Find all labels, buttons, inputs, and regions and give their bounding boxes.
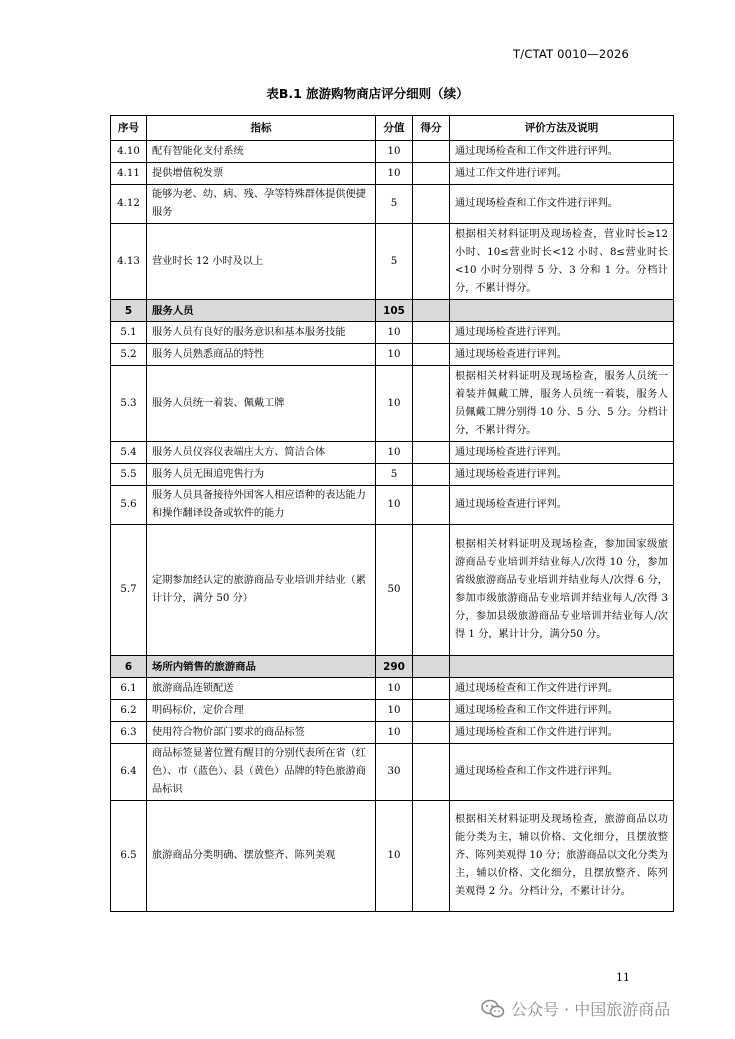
row-got xyxy=(413,486,450,525)
row-indicator: 使用符合物价部门要求的商品标签 xyxy=(147,722,376,744)
row-indicator: 能够为老、幼、病、残、孕等特殊群体提供便捷服务 xyxy=(147,185,376,224)
row-got xyxy=(413,163,450,185)
row-score: 10 xyxy=(376,344,413,366)
row-got xyxy=(413,224,450,300)
row-no: 6.4 xyxy=(111,744,147,801)
table-row xyxy=(111,801,674,912)
table-row xyxy=(111,678,674,700)
row-no: 6 xyxy=(111,656,147,678)
row-score: 5 xyxy=(376,185,413,224)
row-method: 通过现场检查和工作文件进行评判。 xyxy=(450,744,674,801)
row-got xyxy=(413,678,450,700)
row-got xyxy=(413,442,450,464)
row-got xyxy=(413,656,450,678)
table-row xyxy=(111,700,674,722)
table-row xyxy=(111,366,674,442)
row-indicator: 定期参加经认定的旅游商品专业培训并结业（累计计分，满分 50 分） xyxy=(147,525,376,656)
row-score: 10 xyxy=(376,366,413,442)
section-row xyxy=(111,656,674,678)
wechat-icon xyxy=(481,999,505,1019)
row-score: 10 xyxy=(376,722,413,744)
row-method: 根据相关材料证明及现场检查，旅游商品以功能分类为主，辅以价格、文化细分，且摆放整齐、陈列美观得 10 分；旅游商品以文化分类为主，辅以价格、文化细分，且摆放整齐、陈列美观得 2 分。分档计分，不累计计分。 xyxy=(450,801,674,912)
table-row xyxy=(111,744,674,801)
header-got: 得分 xyxy=(413,116,450,141)
row-indicator: 旅游商品连锁配送 xyxy=(147,678,376,700)
row-no: 6.2 xyxy=(111,700,147,722)
row-got xyxy=(413,801,450,912)
row-score: 5 xyxy=(376,464,413,486)
row-indicator: 配有智能化支付系统 xyxy=(147,141,376,163)
section-row xyxy=(111,300,674,322)
table-row xyxy=(111,442,674,464)
row-score: 290 xyxy=(376,656,413,678)
header-score: 分值 xyxy=(376,116,413,141)
row-got xyxy=(413,141,450,163)
row-score: 10 xyxy=(376,442,413,464)
row-method xyxy=(450,300,674,322)
header-indicator: 指标 xyxy=(147,116,376,141)
row-no: 4.10 xyxy=(111,141,147,163)
row-method: 通过现场检查和工作文件进行评判。 xyxy=(450,678,674,700)
page-number: 11 xyxy=(616,971,630,984)
row-no: 5.3 xyxy=(111,366,147,442)
row-score: 5 xyxy=(376,224,413,300)
row-indicator: 服务人员无围追兜售行为 xyxy=(147,464,376,486)
row-got xyxy=(413,525,450,656)
row-indicator: 提供增值税发票 xyxy=(147,163,376,185)
row-method: 通过现场检查进行评判。 xyxy=(450,322,674,344)
table-row xyxy=(111,722,674,744)
row-no: 5.7 xyxy=(111,525,147,656)
row-method: 通过现场检查和工作文件进行评判。 xyxy=(450,141,674,163)
row-no: 6.5 xyxy=(111,801,147,912)
row-indicator: 服务人员具备接待外国客人相应语种的表达能力和操作翻译设备或软件的能力 xyxy=(147,486,376,525)
row-got xyxy=(413,366,450,442)
row-indicator: 服务人员统一着装、佩戴工牌 xyxy=(147,366,376,442)
row-indicator: 场所内销售的旅游商品 xyxy=(147,656,376,678)
row-no: 4.12 xyxy=(111,185,147,224)
row-score: 10 xyxy=(376,700,413,722)
row-got xyxy=(413,300,450,322)
row-no: 5.2 xyxy=(111,344,147,366)
row-got xyxy=(413,344,450,366)
row-score: 10 xyxy=(376,322,413,344)
row-indicator: 服务人员熟悉商品的特性 xyxy=(147,344,376,366)
watermark-text: 公众号 · 中国旅游商品 xyxy=(511,1000,671,1019)
row-got xyxy=(413,185,450,224)
row-got xyxy=(413,744,450,801)
row-indicator: 商品标签显著位置有醒目的分别代表所在省（红色）、市（蓝色）、县（黄色）品牌的特色旅游商品标识 xyxy=(147,744,376,801)
table-row xyxy=(111,486,674,525)
scoring-table xyxy=(110,115,674,912)
row-no: 4.11 xyxy=(111,163,147,185)
table-row xyxy=(111,322,674,344)
row-method: 通过现场检查进行评判。 xyxy=(450,486,674,525)
table-title: 表B.1 旅游购物商店评分细则（续） xyxy=(266,86,469,101)
row-no: 6.3 xyxy=(111,722,147,744)
row-score: 50 xyxy=(376,525,413,656)
row-method: 通过现场检查和工作文件进行评判。 xyxy=(450,700,674,722)
row-got xyxy=(413,322,450,344)
row-method: 根据相关材料证明及现场检查，参加国家级旅游商品专业培训并结业每人/次得 10 分，参加省级旅游商品专业培训并结业每人/次得 6 分，参加市级旅游商品专业培训并结业每人/次得 3 分，参加县级旅游商品专业培训并结业每人/次得 1 分，累计计分，满分50 分。 xyxy=(450,525,674,656)
table-header-row xyxy=(111,116,674,141)
row-no: 5.1 xyxy=(111,322,147,344)
row-score: 10 xyxy=(376,801,413,912)
row-no: 6.1 xyxy=(111,678,147,700)
row-indicator: 营业时长 12 小时及以上 xyxy=(147,224,376,300)
table-row xyxy=(111,525,674,656)
table-body xyxy=(111,141,674,912)
row-method: 通过现场检查进行评判。 xyxy=(450,442,674,464)
row-indicator: 服务人员 xyxy=(147,300,376,322)
row-method: 根据相关材料证明及现场检查，服务人员统一着装并佩戴工牌，服务人员统一着装，服务人员佩戴工牌分别得 10 分、5 分、5 分。分档计分，不累计得分。 xyxy=(450,366,674,442)
table-row xyxy=(111,163,674,185)
row-got xyxy=(413,722,450,744)
table-row xyxy=(111,185,674,224)
row-score: 10 xyxy=(376,678,413,700)
header-no: 序号 xyxy=(111,116,147,141)
header-method: 评价方法及说明 xyxy=(450,116,674,141)
row-method: 根据相关材料证明及现场检查，营业时长≥12 小时、10≤营业时长<12 小时、8≤营业时长<10 小时分别得 5 分、3 分和 1 分。分档计分，不累计得分。 xyxy=(450,224,674,300)
row-indicator: 明码标价，定价合理 xyxy=(147,700,376,722)
row-method xyxy=(450,656,674,678)
row-no: 5 xyxy=(111,300,147,322)
table-row xyxy=(111,344,674,366)
row-method: 通过现场检查和工作文件进行评判。 xyxy=(450,185,674,224)
row-no: 4.13 xyxy=(111,224,147,300)
row-got xyxy=(413,700,450,722)
row-score: 10 xyxy=(376,141,413,163)
row-indicator: 服务人员有良好的服务意识和基本服务技能 xyxy=(147,322,376,344)
row-score: 105 xyxy=(376,300,413,322)
row-got xyxy=(413,464,450,486)
row-indicator: 服务人员仪容仪表端庄大方、简洁合体 xyxy=(147,442,376,464)
row-no: 5.6 xyxy=(111,486,147,525)
table-row xyxy=(111,224,674,300)
row-indicator: 旅游商品分类明确、摆放整齐、陈列美观 xyxy=(147,801,376,912)
table-row xyxy=(111,141,674,163)
row-score: 10 xyxy=(376,486,413,525)
row-method: 通过现场检查进行评判。 xyxy=(450,344,674,366)
row-method: 通过工作文件进行评判。 xyxy=(450,163,674,185)
row-method: 通过现场检查进行评判。 xyxy=(450,464,674,486)
row-no: 5.4 xyxy=(111,442,147,464)
watermark xyxy=(481,997,670,1020)
row-method: 通过现场检查和工作文件进行评判。 xyxy=(450,722,674,744)
document-code: T/CTAT 0010—2026 xyxy=(513,47,629,61)
row-score: 10 xyxy=(376,163,413,185)
row-score: 30 xyxy=(376,744,413,801)
table-row xyxy=(111,464,674,486)
row-no: 5.5 xyxy=(111,464,147,486)
